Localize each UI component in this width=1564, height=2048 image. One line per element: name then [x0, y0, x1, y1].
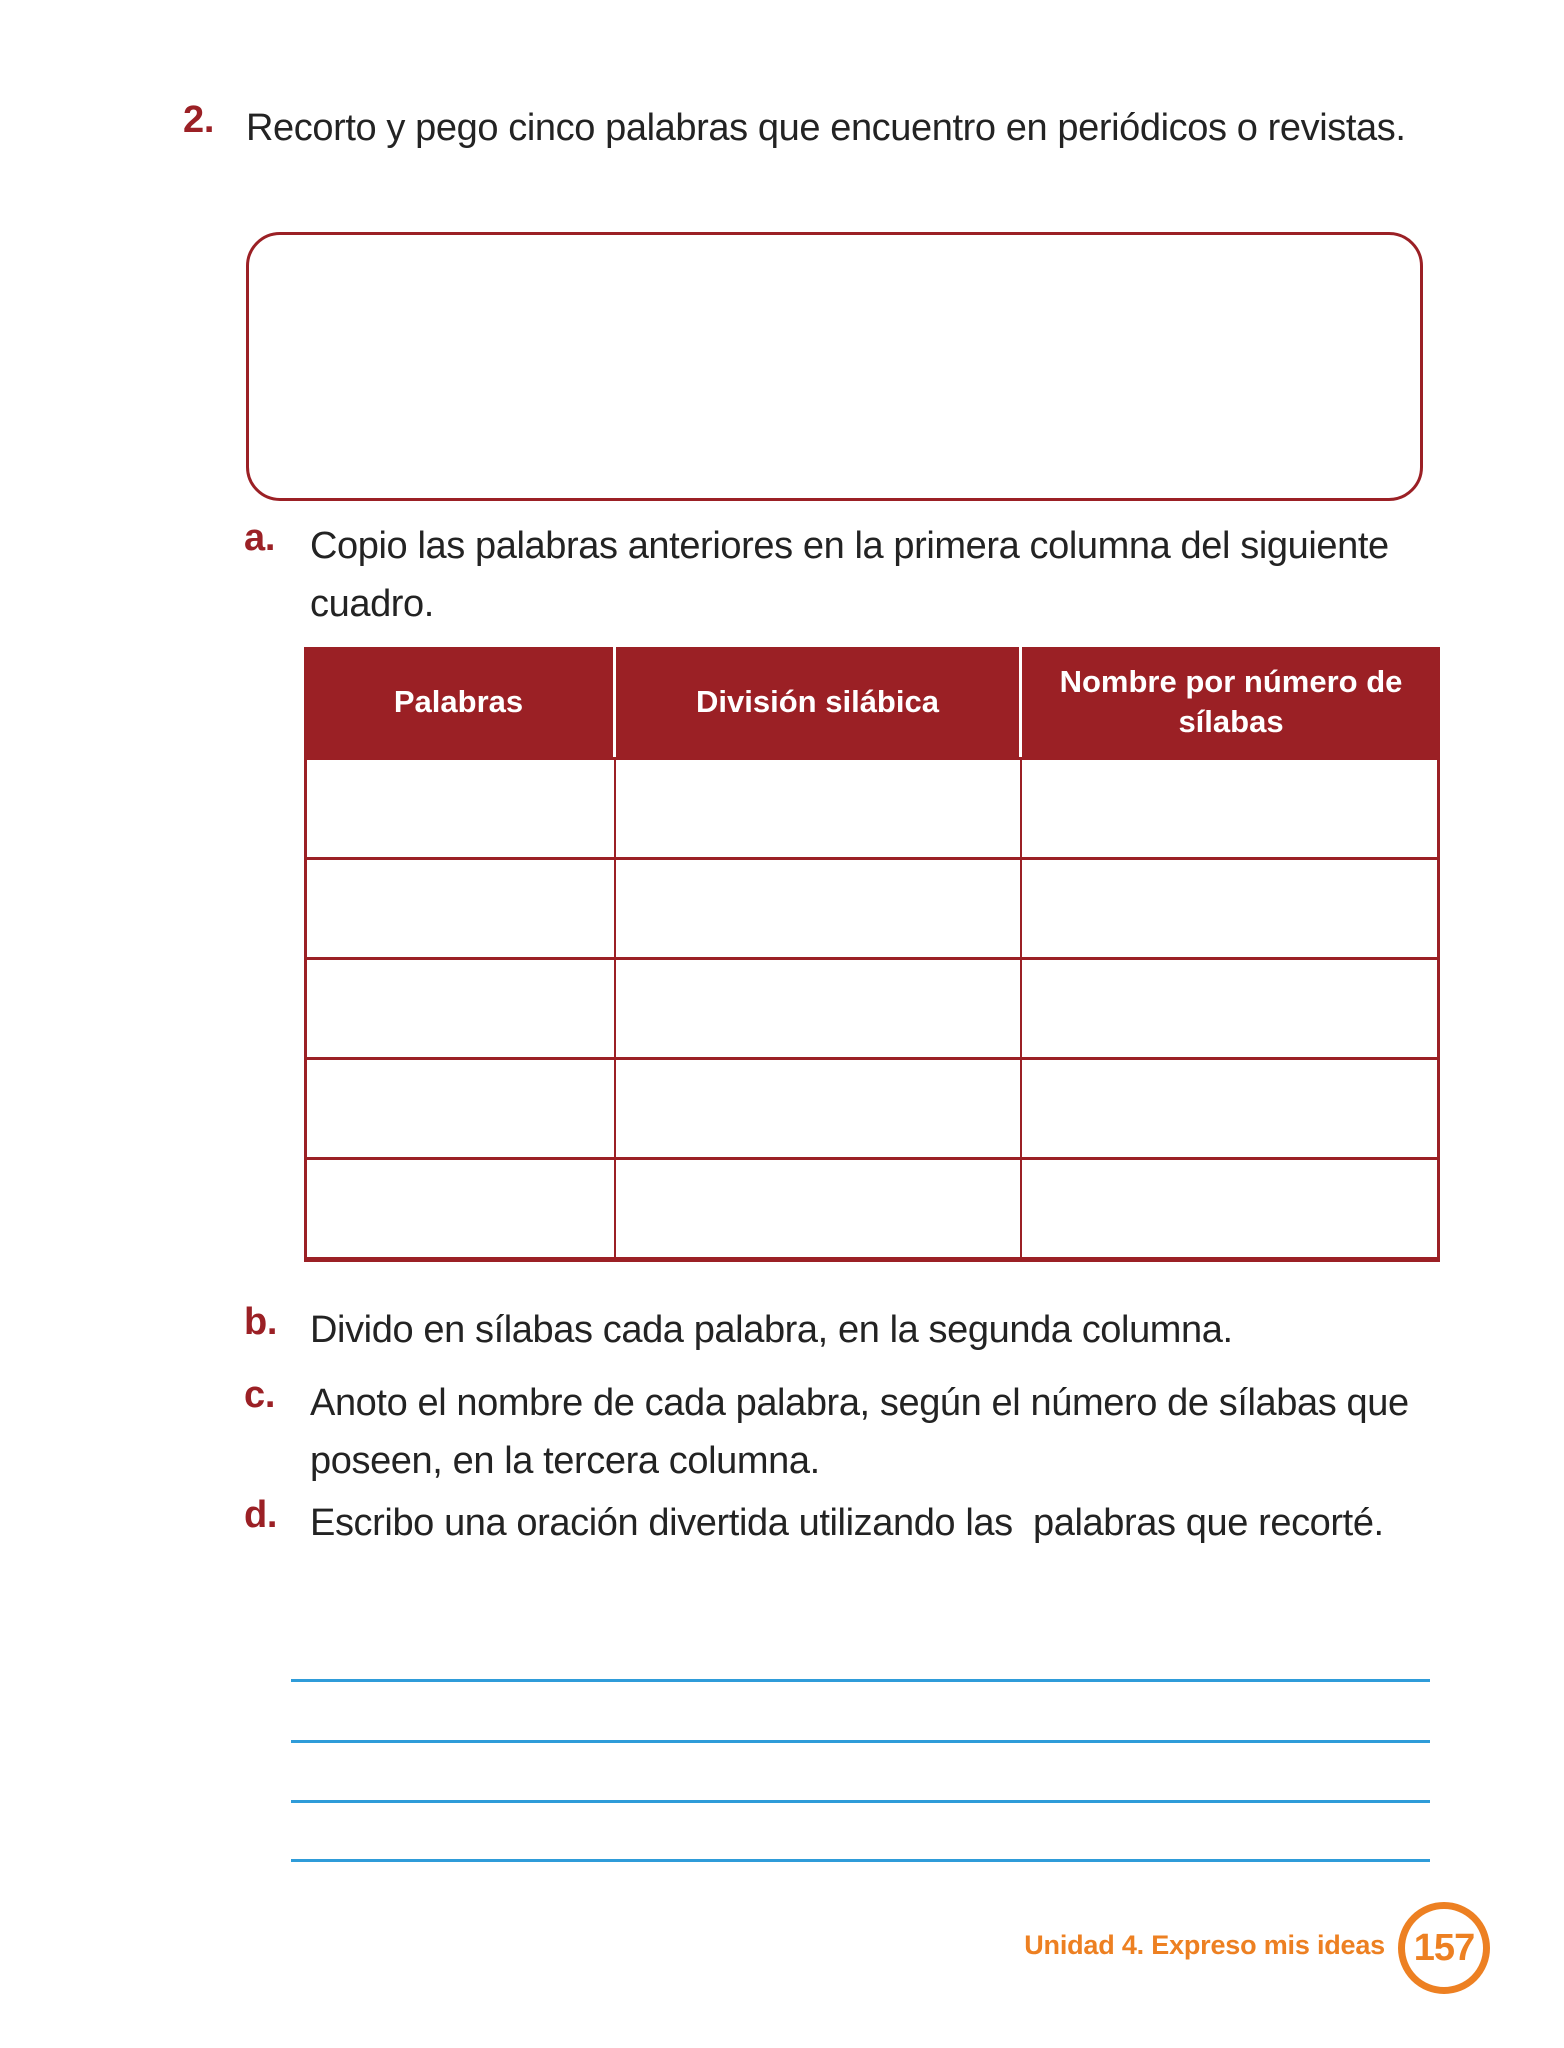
- sub-item-b-text: Divido en sílabas cada palabra, en la segunda columna.: [310, 1309, 1233, 1351]
- table-cell[interactable]: [1022, 1060, 1437, 1157]
- writing-line-4[interactable]: [291, 1859, 1430, 1862]
- page-number: 157: [1413, 1926, 1475, 1969]
- syllable-table-header: [304, 647, 1440, 757]
- table-cell[interactable]: [307, 1160, 616, 1257]
- table-cell[interactable]: [307, 760, 616, 857]
- syllable-table-body: [304, 757, 1440, 1262]
- table-cell[interactable]: [1022, 1160, 1437, 1257]
- table-cell[interactable]: [1022, 860, 1437, 957]
- paste-words-box[interactable]: [246, 232, 1423, 501]
- table-cell[interactable]: [616, 860, 1022, 957]
- sub-item-d-marker: d.: [244, 1494, 278, 1536]
- exercise-number-marker: 2.: [183, 99, 215, 141]
- table-cell[interactable]: [307, 1060, 616, 1157]
- table-cell[interactable]: [616, 960, 1022, 1057]
- sub-item-a-marker: a.: [244, 517, 276, 559]
- table-cell[interactable]: [616, 1160, 1022, 1257]
- table-row: [307, 860, 1437, 960]
- column-header-division-silabica: División silábica: [613, 647, 1019, 757]
- exercise-prompt: Recorto y pego cinco palabras que encuentro en periódicos o revistas.: [246, 107, 1406, 149]
- table-row: [307, 1160, 1437, 1257]
- column-header-nombre-numero-silabas: Nombre por número de sílabas: [1019, 647, 1440, 757]
- table-cell[interactable]: [307, 860, 616, 957]
- table-row: [307, 760, 1437, 860]
- sub-item-a-text: Copio las palabras anteriores en la primera columna del siguiente cuadro.: [310, 525, 1399, 625]
- page-number-badge: [1398, 1902, 1490, 1994]
- table-row: [307, 1060, 1437, 1160]
- sub-item-d-text: Escribo una oración divertida utilizando las palabras que recorté.: [310, 1502, 1384, 1544]
- table-cell[interactable]: [616, 1060, 1022, 1157]
- sub-item-c-marker: c.: [244, 1374, 276, 1416]
- sub-item-b-marker: b.: [244, 1301, 278, 1343]
- syllable-table: [304, 647, 1440, 1262]
- table-cell[interactable]: [616, 760, 1022, 857]
- table-cell[interactable]: [1022, 760, 1437, 857]
- column-header-palabras: Palabras: [393, 684, 524, 719]
- table-cell[interactable]: [1022, 960, 1437, 1057]
- writing-line-1[interactable]: [291, 1679, 1430, 1682]
- writing-line-3[interactable]: [291, 1800, 1430, 1803]
- table-row: [307, 960, 1437, 1060]
- footer-unit-label: Unidad 4. Expreso mis ideas: [1024, 1930, 1385, 1960]
- sub-item-c-text: Anoto el nombre de cada palabra, según el número de sílabas que poseen, en la tercera columna.: [310, 1382, 1419, 1482]
- writing-line-2[interactable]: [291, 1740, 1430, 1743]
- table-cell[interactable]: [307, 960, 616, 1057]
